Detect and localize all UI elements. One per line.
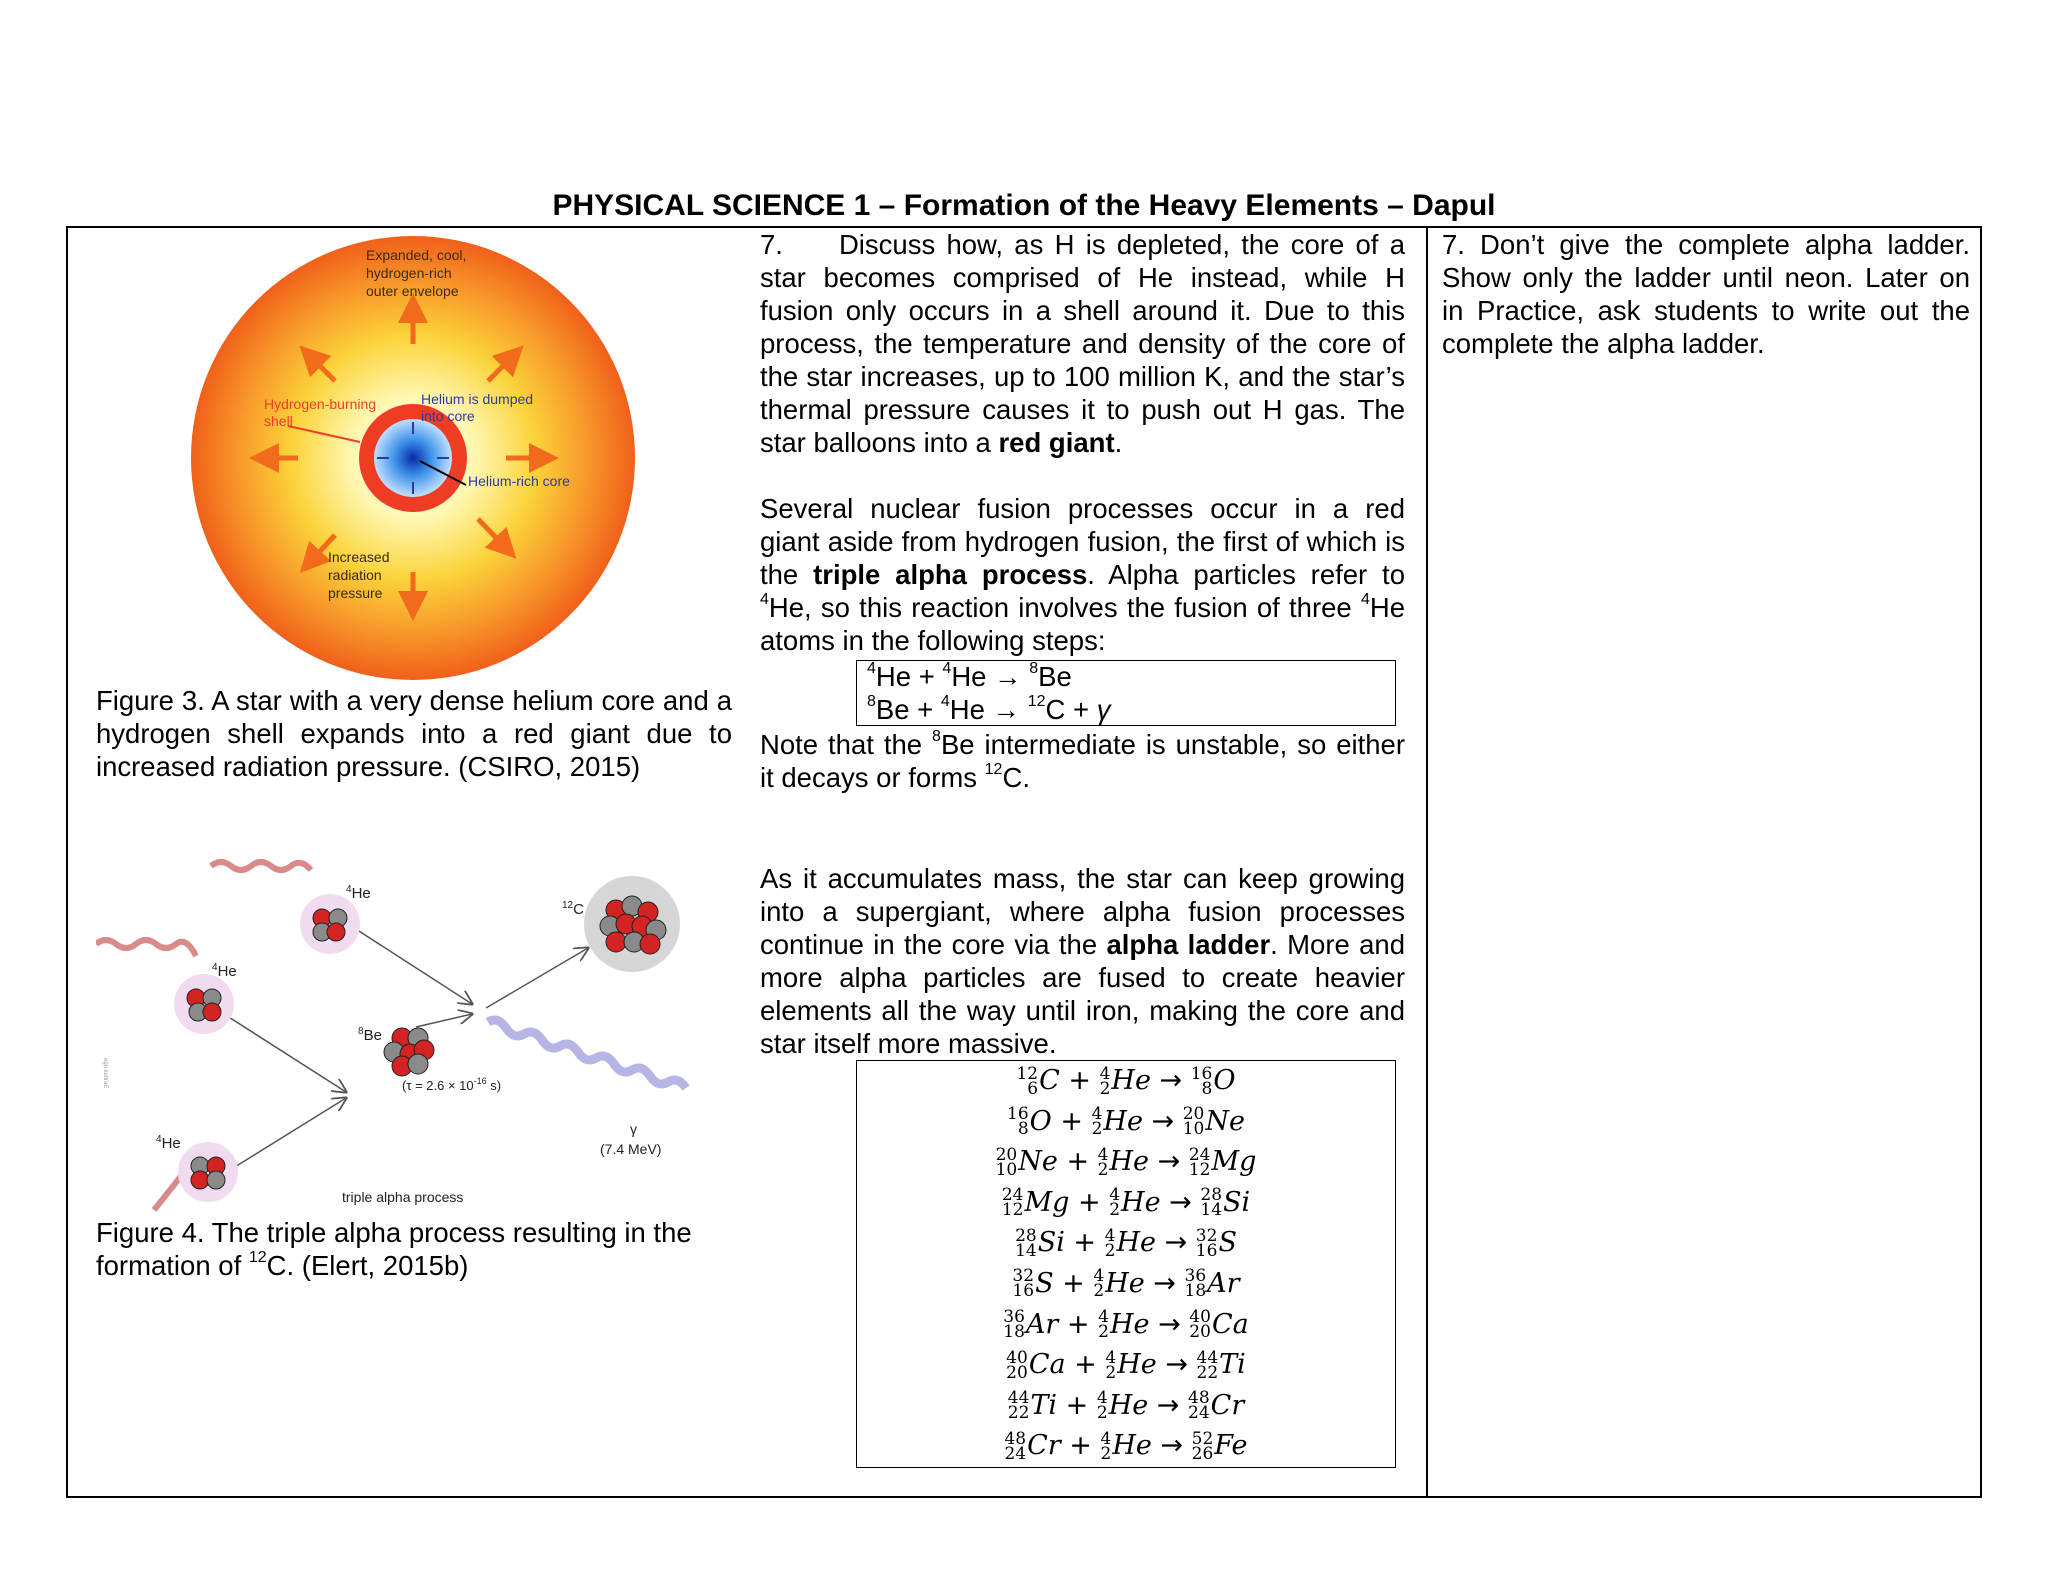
label-process: triple alpha process [342,1189,464,1205]
arrow-he-bot-to-be [230,1098,346,1170]
figure-3-red-giant-diagram [188,236,648,686]
reactant-symbol: Ca [1028,1349,1066,1381]
reactant-symbol: O [1029,1105,1052,1137]
be-nucleus [384,1028,434,1076]
note-beryllium-unstable: Note that the $^8$Be intermediate is unstable, so either it decays or forms $^{12}$C. [760,728,1405,793]
alpha-symbol: He [1112,1430,1152,1462]
he-top-nucleus [313,909,347,941]
label-shell-2: shell [264,413,293,429]
product-symbol: Mg [1211,1146,1257,1178]
he-bottom-halo [178,1142,238,1202]
teacher-note: 7. Don’t give the complete alpha ladder. Show only the ladder until neon. Later on in Practice, ask students to write out the complete the alpha ladder. [1442,229,1970,359]
alpha-ladder-row: 40 20 Ca + 4 2 He → 44 22 Ti [1006,1347,1246,1383]
gamma-wave [488,1020,686,1088]
label-shell-1: Hydrogen-burning [264,396,377,412]
side-credit: egn ketlraE [102,1058,108,1089]
alpha-symbol: He [1108,1389,1149,1421]
alpha-numbers: 4 2 [1100,1428,1112,1464]
product-numbers: 32 16 [1195,1225,1218,1261]
label-gamma: γ [630,1121,637,1137]
alpha-ladder-row: 44 22 Ti + 4 2 He → 48 24 Cr [1007,1388,1245,1424]
label-he-top: $^4$He [346,884,371,902]
alpha-symbol: He [1117,1349,1157,1381]
label-be: $^8$Be [358,1026,382,1044]
figure-4-caption: Figure 4. The triple alpha process resulting in the formation of $^{12}$C. (Elert, 2015b) [96,1217,692,1281]
alpha-symbol: He [1121,1186,1161,1218]
paragraph-alpha-ladder: As it accumulates mass, the star can keep growing into a supergiant, where alpha fusion processes continue in the core via the alpha ladder. More and more alpha particles are fused to create heavier elements all the way until iron, making the core and star itself more massive. [760,863,1405,1059]
label-envelope-3: outer envelope [366,283,459,299]
label-core: Helium-rich core [468,473,570,489]
product-numbers: 16 8 [1190,1063,1213,1099]
alpha-ladder-row: 48 24 Cr + 4 2 He → 52 26 Fe [1004,1428,1248,1464]
reactant-numbers: 44 22 [1007,1388,1030,1424]
alpha-numbers: 4 2 [1099,1063,1111,1099]
label-he-bottom: $^4$He [156,1134,181,1152]
incoming-wave-top [211,862,311,870]
arrow-he-mid-to-be [224,1014,346,1092]
alpha-symbol: He [1116,1227,1156,1259]
product-numbers: 48 24 [1188,1388,1210,1424]
product-symbol: Ti [1219,1349,1246,1381]
he-mid-halo [174,974,234,1034]
reactant-symbol: S [1035,1267,1054,1299]
product-symbol: S [1218,1227,1237,1259]
alpha-numbers: 4 2 [1097,1144,1109,1180]
product-symbol: Si [1223,1186,1251,1218]
reactant-numbers: 40 20 [1006,1347,1028,1383]
alpha-numbers: 4 2 [1105,1347,1117,1383]
alpha-numbers: 4 2 [1093,1266,1105,1302]
reactant-symbol: Ti [1030,1389,1058,1421]
product-numbers: 36 18 [1184,1266,1207,1302]
label-pressure-2: radiation [328,567,382,583]
alpha-numbers: 4 2 [1096,1388,1108,1424]
alpha-ladder-row: 16 8 O + 4 2 He → 20 10 Ne [1007,1104,1245,1140]
product-numbers: 52 26 [1191,1428,1214,1464]
incoming-wave-mid [96,940,196,956]
alpha-ladder-row: 12 6 C + 4 2 He → 16 8 O [1016,1063,1236,1099]
label-tau: ($\tau = 2.6 \times 10^{-16}$ s) [402,1076,502,1093]
label-dumped-1: Helium is dumped [421,391,534,407]
alpha-symbol: He [1109,1308,1150,1340]
he-top-halo [300,894,360,954]
reactant-numbers: 12 6 [1016,1063,1039,1099]
label-he-mid: $^4$He [212,962,237,980]
product-numbers: 20 10 [1182,1104,1205,1140]
label-envelope-1: Expanded, cool, [366,247,467,263]
reactant-numbers: 32 16 [1012,1266,1035,1302]
product-symbol: Ca [1211,1308,1249,1340]
label-envelope-2: hydrogen-rich [366,265,452,281]
reactant-numbers: 36 18 [1003,1307,1025,1343]
product-symbol: O [1213,1065,1236,1096]
alpha-ladder-row: 20 10 Ne + 4 2 He → 24 12 Mg [995,1144,1257,1180]
alpha-ladder-box [856,1060,1396,1468]
column-divider-2 [1426,226,1428,1498]
alpha-numbers: 4 2 [1098,1307,1109,1343]
reactant-numbers: 48 24 [1004,1428,1027,1464]
label-pressure-1: Increased [328,549,390,565]
page-title: PHYSICAL SCIENCE 1 – Formation of the Heavy Elements – Dapul [552,189,1496,222]
label-pressure-3: pressure [328,585,383,601]
alpha-numbers: 4 2 [1104,1225,1116,1261]
arrow-merge-to-c [486,948,588,1008]
product-numbers: 40 20 [1189,1307,1211,1343]
alpha-numbers: 4 2 [1091,1104,1103,1140]
label-dumped-2: into core [421,408,475,424]
reaction-step-1: $^4$He + $^4$He → $^8$Be [867,660,1072,692]
product-symbol: Ne [1205,1105,1245,1137]
figure-4-triple-alpha-diagram [96,852,732,1212]
product-numbers: 28 14 [1200,1185,1223,1221]
product-numbers: 44 22 [1196,1347,1219,1383]
alpha-ladder-row: 32 16 S + 4 2 He → 36 18 Ar [1012,1266,1240,1302]
reactant-symbol: Si [1037,1227,1065,1259]
reactant-numbers: 28 14 [1015,1225,1037,1261]
reactant-numbers: 20 10 [995,1144,1018,1180]
reactant-numbers: 24 12 [1001,1185,1024,1221]
triple-alpha-reaction-box [856,660,1396,726]
reactant-symbol: C [1039,1065,1060,1096]
product-symbol: Fe [1214,1430,1248,1462]
reactant-symbol: Mg [1024,1186,1070,1218]
paragraph-triple-alpha: Several nuclear fusion processes occur in a red giant aside from hydrogen fusion, the first of which is the triple alpha process. Alpha particles refer to $^4$He, so this reaction involves the fusion of three $^4$He atoms in the following steps: [760,493,1405,656]
reaction-step-2: $^8$Be + $^4$He → $^{12}$C + γ [867,693,1111,725]
paragraph-7-red-giant: 7. Discuss how, as H is depleted, the core of a star becomes comprised of He instead, while H fusion only occurs in a shell around it. Due to this process, the temperature and density of the core of the star increases, up to 100 million K, and the star’s thermal pressure causes it to push out H gas. The star balloons into a red giant. [760,229,1405,458]
reactant-symbol: Ar [1025,1308,1059,1340]
product-numbers: 24 12 [1188,1144,1211,1180]
he-mid-nucleus [187,989,221,1021]
label-energy: (7.4 MeV) [600,1141,662,1157]
alpha-symbol: He [1109,1146,1150,1178]
alpha-symbol: He [1105,1267,1145,1299]
label-c: $^{12}$C [562,900,584,918]
figure-3-caption: Figure 3. A star with a very dense helium core and a hydrogen shell expands into a red giant due to increased radiation pressure. (CSIRO, 2015) [96,685,732,782]
alpha-numbers: 4 2 [1109,1185,1121,1221]
product-symbol: Ar [1207,1267,1240,1299]
alpha-ladder-list [857,1061,1395,1467]
product-symbol: Cr [1210,1389,1245,1421]
reactant-numbers: 16 8 [1007,1104,1029,1140]
alpha-ladder-row: 36 18 Ar + 4 2 He → 40 20 Ca [1003,1307,1249,1343]
reactant-symbol: Cr [1027,1430,1061,1462]
reactant-symbol: Ne [1018,1146,1058,1178]
alpha-ladder-row: 28 14 Si + 4 2 He → 32 16 S [1015,1225,1237,1261]
arrow-he-top-to-c [348,924,472,1004]
alpha-ladder-row: 24 12 Mg + 4 2 He → 28 14 Si [1001,1185,1251,1221]
alpha-symbol: He [1111,1065,1151,1096]
arrow-be-to-c [416,1014,472,1027]
alpha-symbol: He [1103,1105,1143,1137]
